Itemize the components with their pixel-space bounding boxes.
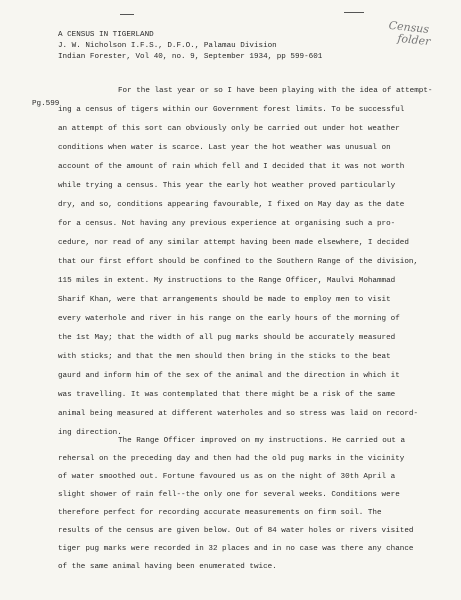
page-reference: Pg.599	[32, 100, 60, 108]
author-line: J. W. Nicholson I.F.S., D.F.O., Palamau Division	[58, 42, 277, 50]
source-line: Indian Forester, Vol 40, no. 9, September 1934, pp 599-601	[58, 53, 323, 61]
paragraph-2: The Range Officer improved on my instructions. He carried out a rehersal on the preceding day and then had the old pug marks in the vicinity of water smoothed out. Fortune favoured us as on the night of 30th April a slight shower of rain fell--the only one for several weeks. Conditions were therefore perfect for recording accurate measurements on firm soil. The results of the census are given below. Out of 84 water holes or rivers visited tiger pug marks were recorded in 32 places and in no case was there any chance of the same animal having been enumerated twice.	[58, 437, 414, 571]
paragraph-1: For the last year or so I have been playing with the idea of attempt- ing a census of tigers within our Government forest limits. To be successful an attempt of this sort can obviously only be carried out under hot weather conditions when water is scarce. Last year the hot weather was unusual on account of the amount of rain which fell and I decided that it was not worth while trying a census. This year the early hot weather proved particularly dry, and so, conditions appearing favourable, I fixed on May day as the date for a census. Not having any previous experience at organising such a pro- cedure, nor read of any similar attempt having been made elsewhere, I decided that our first effort should be confined to the Southern Range of the division, 115 miles in extent. My instructions to the Range Officer, Maulvi Mohammad Sharif Khan, were that arrangements should be made to employ men to visit every waterhole and river in his range on the early hours of the morning of the 1st May; that the width of all pug marks should be accurately measured with sticks; and that the men should then bring in the sticks to the beat gaurd and inform him of the sex of the animal and the direction in which it was travelling. It was contemplated that there might be a risk of the same animal being measured at different waterholes and so stress was laid on record- ing direction.	[58, 87, 433, 437]
handwritten-note: Census folder	[388, 18, 432, 49]
citation-header	[58, 30, 322, 63]
top-dash-right	[344, 12, 364, 13]
top-dash-left	[120, 14, 134, 15]
article-title: A CENSUS IN TIGERLAND	[58, 31, 154, 39]
